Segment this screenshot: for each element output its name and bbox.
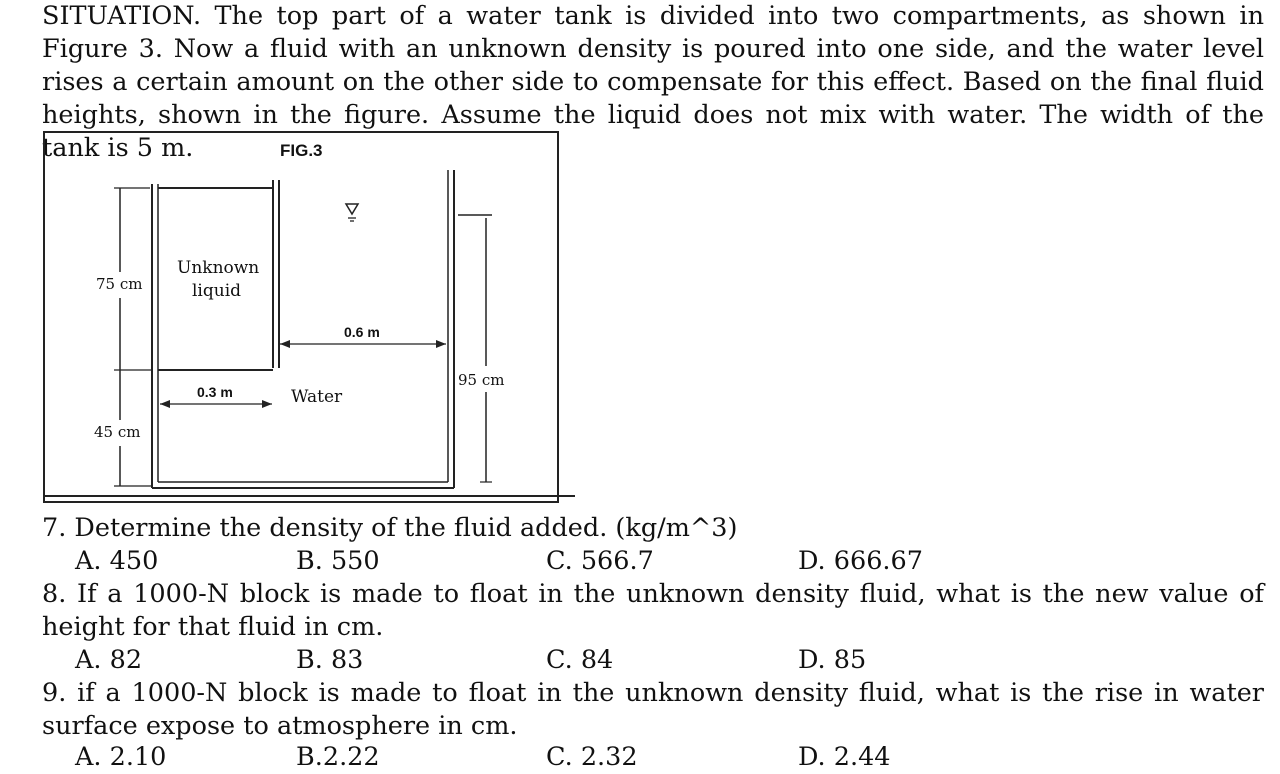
choice-7b: B. 550 [296, 546, 380, 576]
unknown-label-2: liquid [192, 281, 242, 301]
choice-8d: D. 85 [798, 645, 867, 675]
choice-8a: A. 82 [75, 645, 143, 675]
question-7: 7. Determine the density of the fluid added. (kg/m^3) [42, 513, 738, 543]
choice-8c: C. 84 [546, 645, 614, 675]
water-surface-symbol [346, 204, 358, 221]
unknown-label-1: Unknown [177, 258, 260, 278]
question-9: 9. if a 1000-N block is made to float in the unknown density fluid, what is the rise in water surface expose to atmosphere in cm. [42, 678, 1264, 741]
choice-8b: B. 83 [296, 645, 364, 675]
situation-text: SITUATION. The top part of a water tank is divided into two compartments, as shown in Figure 3. Now a fluid with an unknown density is poured into one side, and the water level rises a certain amount on the other side to compensate for this effect. Based on the final fluid heights, shown in the figure. Assume the liquid does not mix with water. The width of the tank is 5 m. [42, 1, 1264, 163]
choice-9b: B.2.22 [296, 742, 380, 772]
question-8-choices [0, 644, 1280, 677]
choice-9d: D. 2.44 [798, 742, 891, 772]
figure-title: FIG.3 [280, 141, 323, 160]
dim-95-label: 95 cm [458, 371, 505, 389]
choice-9c: C. 2.32 [546, 742, 638, 772]
water-label: Water [291, 387, 343, 407]
dim-75-label: 75 cm [96, 275, 143, 293]
figure-3 [40, 126, 580, 508]
dim-06-label: 0.6 m [344, 324, 380, 340]
choice-7d: D. 666.67 [798, 546, 923, 576]
choice-7c: C. 566.7 [546, 546, 654, 576]
choice-9a: A. 2.10 [75, 742, 167, 772]
question-9-choices [0, 741, 1280, 774]
choice-7a: A. 450 [75, 546, 159, 576]
dim-03-label: 0.3 m [197, 384, 233, 400]
question-8: 8. If a 1000-N block is made to float in the unknown density fluid, what is the new value of height for that fluid in cm. [42, 579, 1264, 642]
question-7-choices [0, 545, 1280, 578]
tank-diagram [40, 126, 580, 508]
dim-45-label: 45 cm [94, 423, 141, 441]
